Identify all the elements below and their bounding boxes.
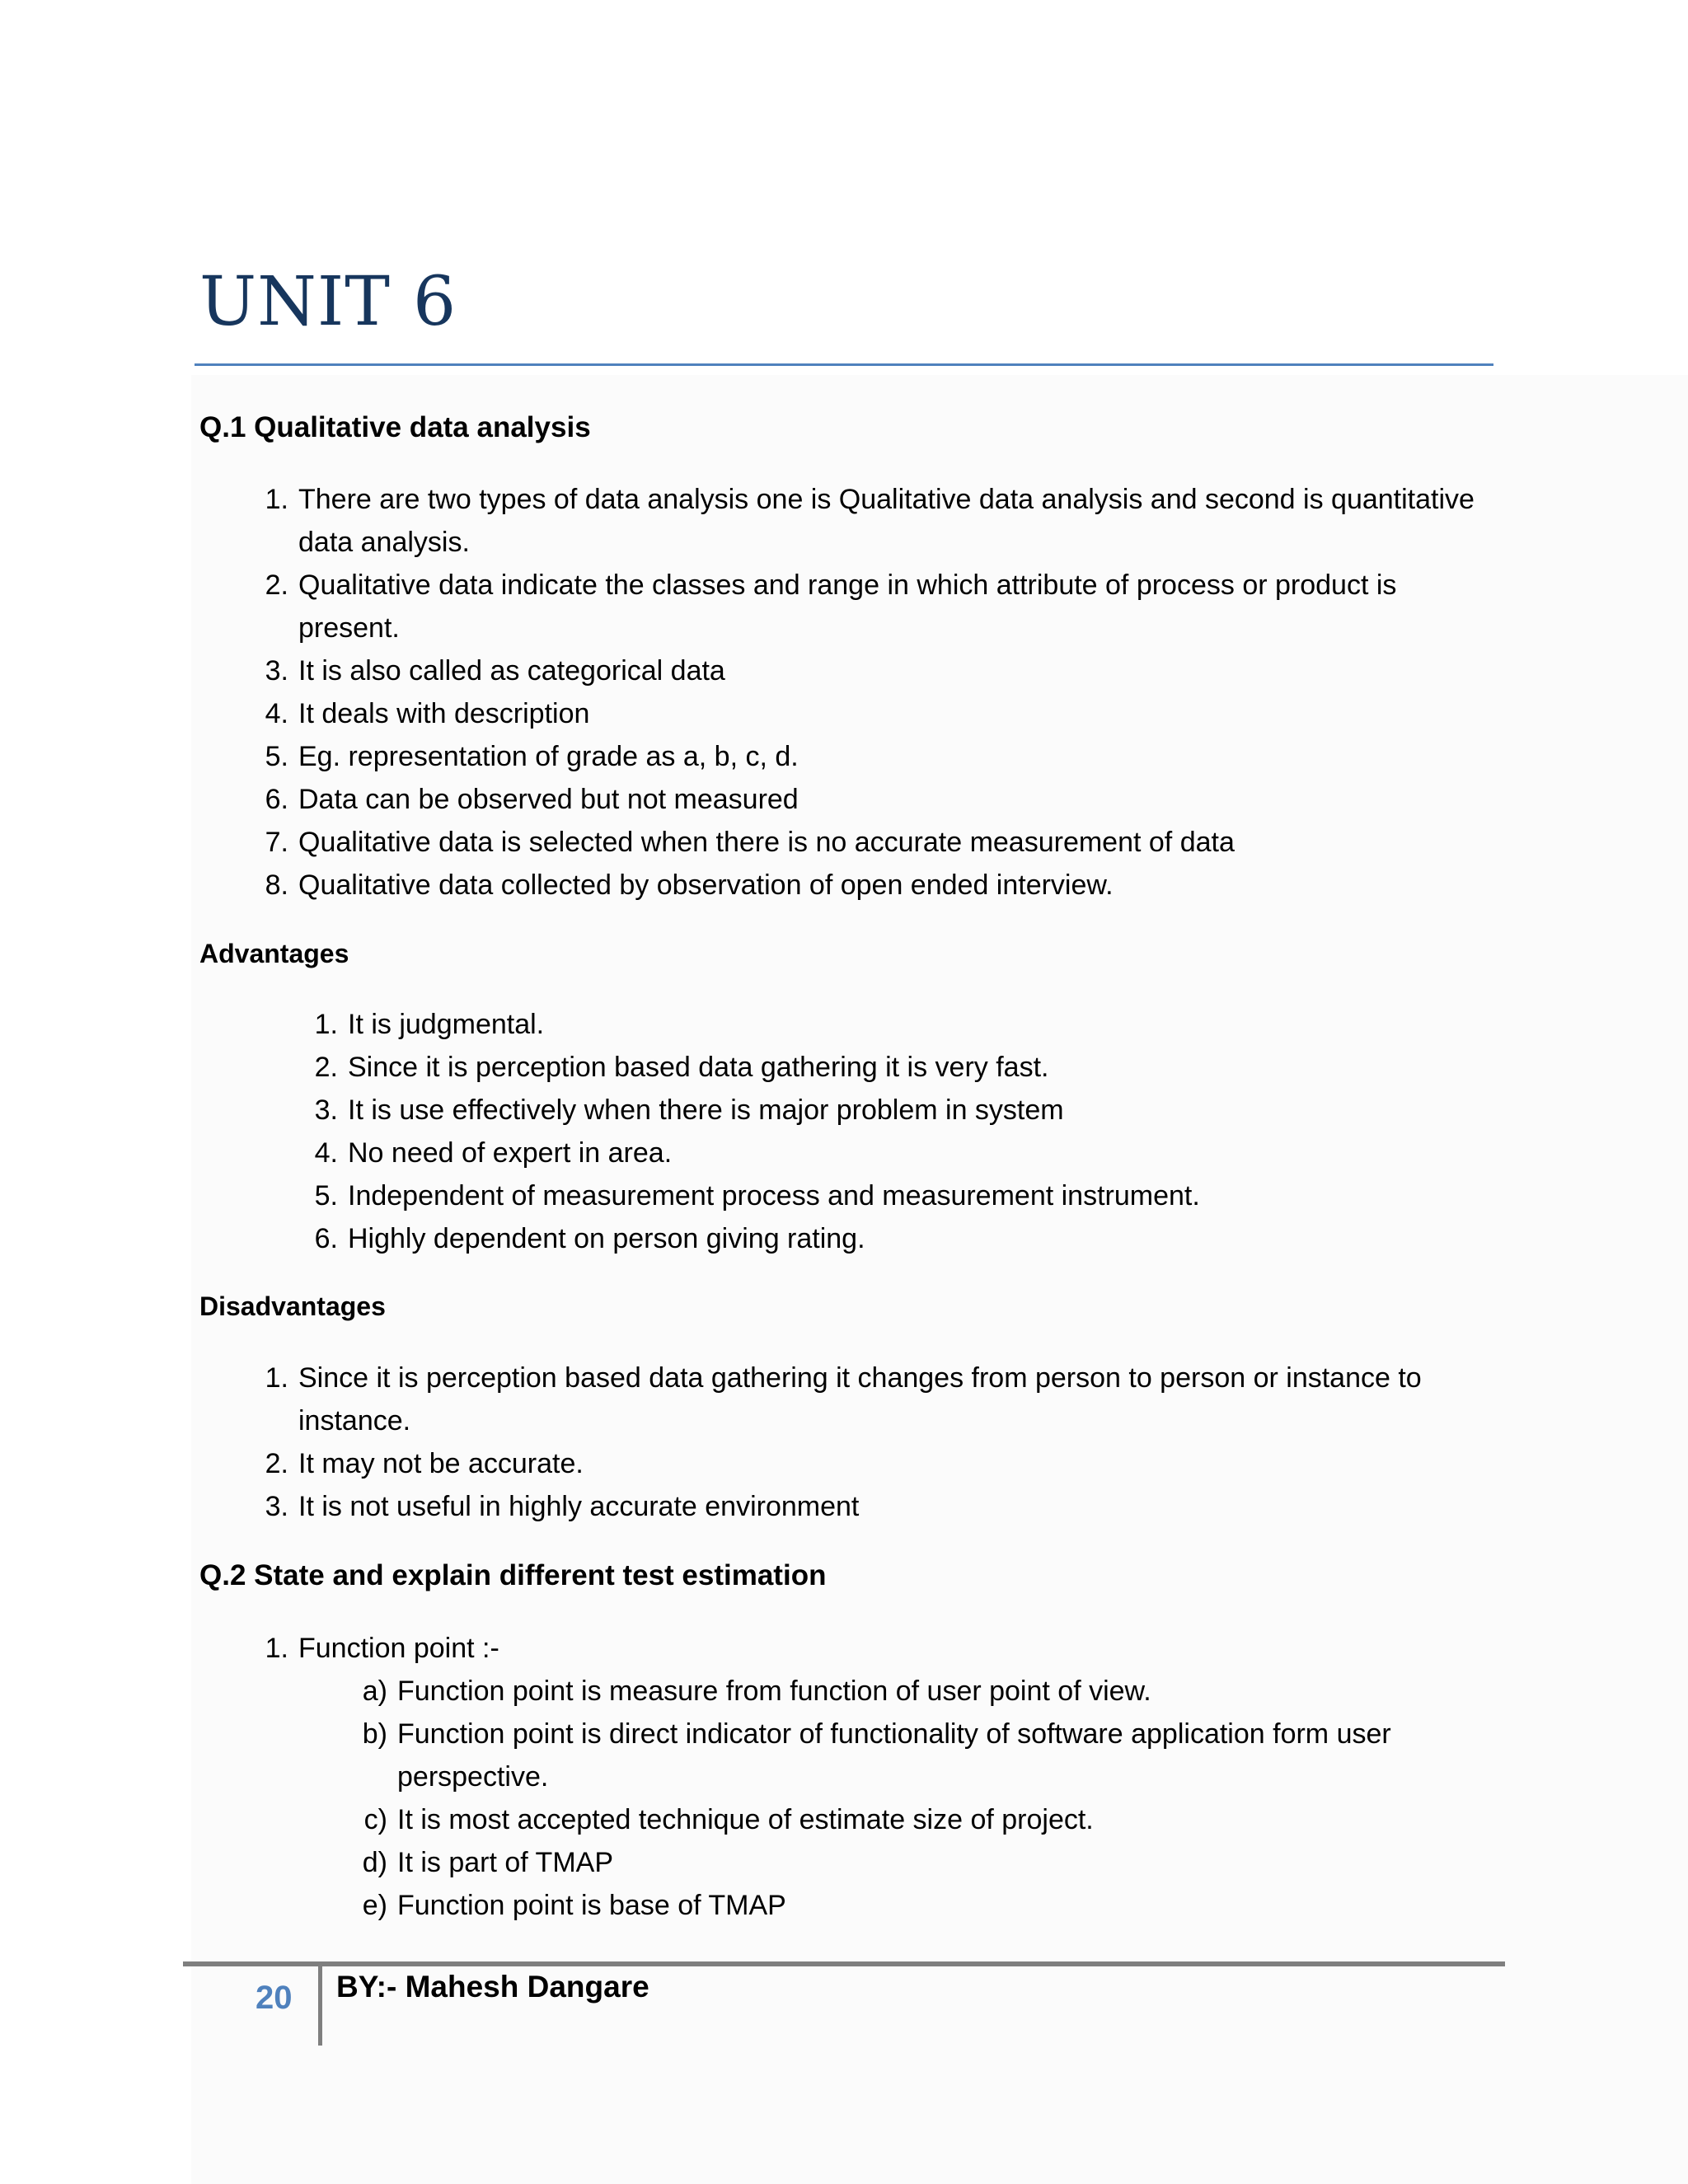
q2-heading: Q.2 State and explain different test estimation <box>199 1559 827 1591</box>
list-item <box>265 478 1475 564</box>
list-item <box>362 1670 1391 1713</box>
list-item <box>314 1217 1200 1260</box>
list-item-text: Highly dependent on person giving rating. <box>348 1223 865 1254</box>
list-item-number: 5. <box>265 741 288 772</box>
list-item-text: Function point is direct indicator of functionality of software application form user <box>397 1718 1391 1750</box>
list-item-number: 5. <box>314 1180 338 1212</box>
list-item <box>314 1003 1200 1046</box>
list-item-text: data analysis. <box>298 527 470 558</box>
list-item-text: Function point :- <box>298 1633 499 1664</box>
list-item-number: 6. <box>265 784 288 815</box>
list-item-number: 1. <box>265 1633 288 1664</box>
disadvantages-list <box>265 1357 1422 1528</box>
list-item-number: 1. <box>265 484 288 515</box>
list-item-number: 2. <box>314 1052 338 1083</box>
advantages-heading: Advantages <box>199 939 349 968</box>
list-item-text: perspective. <box>397 1761 549 1793</box>
list-item <box>362 1841 1391 1884</box>
list-item-text: No need of expert in area. <box>348 1137 673 1169</box>
advantages-list <box>314 1003 1200 1260</box>
list-item-text: It is not useful in highly accurate environment <box>298 1491 860 1522</box>
page-number: 20 <box>256 1980 293 2016</box>
list-item <box>314 1046 1200 1089</box>
list-item-number: 4. <box>265 698 288 729</box>
list-item-text: Qualitative data indicate the classes and range in which attribute of process or product is <box>298 569 1397 601</box>
list-item <box>265 1357 1422 1442</box>
list-item-number: e) <box>362 1890 387 1921</box>
list-item-number: 2. <box>265 1448 288 1479</box>
list-item-number: b) <box>362 1718 387 1750</box>
list-item-text: It deals with description <box>298 698 590 729</box>
list-item <box>265 692 1475 735</box>
list-item-number: a) <box>362 1675 387 1707</box>
list-item-text: Independent of measurement process and measurement instrument. <box>348 1180 1200 1212</box>
list-item-text: It may not be accurate. <box>298 1448 584 1479</box>
list-item <box>265 1442 1422 1485</box>
list-item-text: Function point is base of TMAP <box>397 1890 786 1921</box>
list-item-number: d) <box>362 1847 387 1878</box>
list-item <box>314 1174 1200 1217</box>
q2-list <box>265 1627 499 1670</box>
list-item-number: 2. <box>265 569 288 601</box>
footer-divider <box>318 1965 322 2046</box>
list-item <box>265 864 1475 907</box>
list-item-text: It is also called as categorical data <box>298 655 725 687</box>
unit-title: UNIT 6 <box>199 263 457 341</box>
list-item <box>265 1627 499 1670</box>
list-item-text: Since it is perception based data gathering it is very fast. <box>348 1052 1049 1083</box>
list-item-number: 3. <box>314 1094 338 1126</box>
list-item-text: present. <box>298 612 400 644</box>
list-item-text: It is judgmental. <box>348 1009 545 1040</box>
list-item-text: It is use effectively when there is major problem in system <box>348 1094 1064 1126</box>
list-item-number: 1. <box>265 1362 288 1394</box>
list-item-text: Since it is perception based data gathering it changes from person to person or instance to <box>298 1362 1422 1394</box>
list-item-text: There are two types of data analysis one is Qualitative data analysis and second is quantitative <box>298 484 1475 515</box>
list-item <box>265 778 1475 821</box>
list-item <box>265 1485 1422 1528</box>
list-item-number: 1. <box>314 1009 338 1040</box>
list-item <box>363 1798 1391 1841</box>
list-item-text: Eg. representation of grade as a, b, c, d. <box>298 741 799 772</box>
list-item <box>362 1713 1391 1798</box>
list-item <box>265 564 1475 649</box>
list-item-text: instance. <box>298 1405 411 1436</box>
footer-rule <box>183 1961 1505 1966</box>
list-item-text: Qualitative data is selected when there is no accurate measurement of data <box>298 827 1235 858</box>
list-item <box>314 1132 1200 1174</box>
list-item <box>265 649 1475 692</box>
list-item <box>314 1089 1200 1132</box>
list-item-number: 4. <box>314 1137 338 1169</box>
q2-sublist <box>362 1670 1391 1927</box>
list-item-number: 6. <box>314 1223 338 1254</box>
list-item-number: 7. <box>265 827 288 858</box>
list-item-number: c) <box>363 1804 387 1835</box>
list-item-text: Qualitative data collected by observation of open ended interview. <box>298 869 1114 901</box>
q1-list <box>265 478 1475 907</box>
list-item-number: 3. <box>265 655 288 687</box>
list-item-text: It is part of TMAP <box>397 1847 614 1878</box>
author-credit: BY:- Mahesh Dangare <box>336 1970 649 2004</box>
list-item-text: It is most accepted technique of estimate size of project. <box>397 1804 1094 1835</box>
list-item-text: Function point is measure from function of user point of view. <box>397 1675 1151 1707</box>
list-item <box>362 1884 1391 1927</box>
q1-heading: Q.1 Qualitative data analysis <box>199 411 591 443</box>
list-item-number: 3. <box>265 1491 288 1522</box>
list-item-number: 8. <box>265 869 288 901</box>
list-item-text: Data can be observed but not measured <box>298 784 799 815</box>
list-item <box>265 821 1475 864</box>
disadvantages-heading: Disadvantages <box>199 1291 386 1321</box>
list-item <box>265 735 1475 778</box>
title-underline <box>195 363 1493 366</box>
